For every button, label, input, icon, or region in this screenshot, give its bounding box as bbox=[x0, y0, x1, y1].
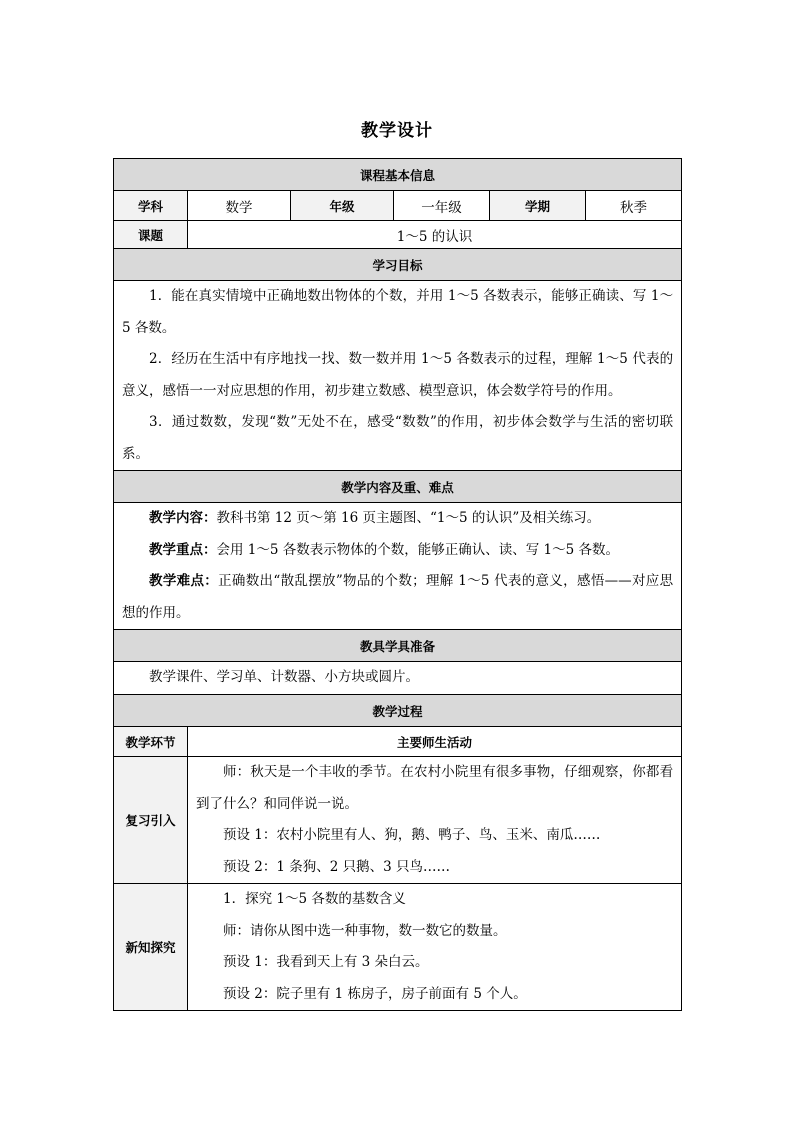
activity-line: 预设 2：1 条狗、2 只鹅、3 只鸟…… bbox=[223, 858, 451, 875]
content-block bbox=[114, 503, 682, 630]
topic-label: 课题 bbox=[114, 221, 188, 249]
teaching-key-point bbox=[114, 535, 681, 567]
section-header-materials: 教具学具准备 bbox=[114, 630, 682, 662]
term-label: 学期 bbox=[490, 191, 586, 221]
teaching-difficulty bbox=[114, 566, 681, 629]
activity-line: 预设 1：农村小院里有人、狗，鹅、鸭子、鸟、玉米、南瓜…… bbox=[223, 827, 601, 843]
objective-item: 1．能在真实情境中正确地数出物体的个数，并用 1～5 各数表示，能够正确读、写 1～5 各数。 bbox=[122, 288, 674, 336]
topic-value: 1～5 的认识 bbox=[188, 221, 682, 249]
teaching-content-label: 教学内容： bbox=[149, 510, 217, 526]
lesson-table bbox=[113, 158, 682, 1011]
activity-line: 预设 1：我看到天上有 3 朵白云。 bbox=[223, 954, 429, 970]
activity-column-header: 主要师生活动 bbox=[188, 727, 682, 757]
section-header-process: 教学过程 bbox=[114, 695, 682, 727]
activity-line: 师：请你从图中选一种事物，数一数它的数量。 bbox=[223, 922, 507, 939]
teaching-difficulty-text: 正确数出“散乱摆放”物品的个数；理解 1～5 代表的意义，感悟——对应思想的作用。 bbox=[122, 573, 674, 621]
stage-new-knowledge: 新知探究 bbox=[114, 884, 188, 1011]
grade-label: 年级 bbox=[291, 191, 394, 221]
activity-line: 1．探究 1～5 各数的基数含义 bbox=[223, 891, 406, 907]
objective-item: 2．经历在生活中有序地找一找、数一数并用 1～5 各数表示的过程，理解 1～5 代表的意义，感悟一一对应思想的作用，初步建立数感、模型意识，体会数学符号的作用。 bbox=[122, 351, 674, 399]
page-title: 教学设计 bbox=[361, 121, 433, 141]
section-header-content: 教学内容及重、难点 bbox=[114, 471, 682, 503]
teaching-key-text: 会用 1～5 各数表示物体的个数，能够正确认、读、写 1～5 各数。 bbox=[216, 541, 620, 558]
grade-value: 一年级 bbox=[394, 191, 490, 221]
activity-line: 预设 2：院子里有 1 栋房子，房子前面有 5 个人。 bbox=[223, 985, 527, 1002]
stage-review-intro: 复习引入 bbox=[114, 757, 188, 884]
term-value: 秋季 bbox=[586, 191, 682, 221]
subject-label: 学科 bbox=[114, 191, 188, 221]
materials-text: 教学课件、学习单、计数器、小方块或圆片。 bbox=[149, 669, 419, 686]
objectives-list bbox=[114, 281, 682, 471]
section-header-objectives: 学习目标 bbox=[114, 249, 682, 281]
teaching-content-text: 教科书第 12 页～第 16 页主题图、“1～5 的认识”及相关练习。 bbox=[216, 510, 601, 526]
section-header-basic-info: 课程基本信息 bbox=[114, 159, 682, 191]
activity-review-intro bbox=[188, 757, 682, 884]
activity-line: 师：秋天是一个丰收的季节。在农村小院里有很多事物，仔细观察，你都看到了什么？和同伴说一说。 bbox=[196, 764, 674, 812]
teaching-key-label: 教学重点： bbox=[149, 541, 217, 558]
teaching-content bbox=[114, 503, 681, 535]
teaching-difficulty-label: 教学难点： bbox=[149, 573, 219, 589]
subject-value: 数学 bbox=[188, 191, 291, 221]
activity-new-knowledge bbox=[188, 884, 682, 1011]
objective-item: 3．通过数数，发现“数”无处不在，感受“数数”的作用，初步体会数学与生活的密切联系。 bbox=[122, 414, 674, 462]
stage-column-header: 教学环节 bbox=[114, 727, 188, 757]
